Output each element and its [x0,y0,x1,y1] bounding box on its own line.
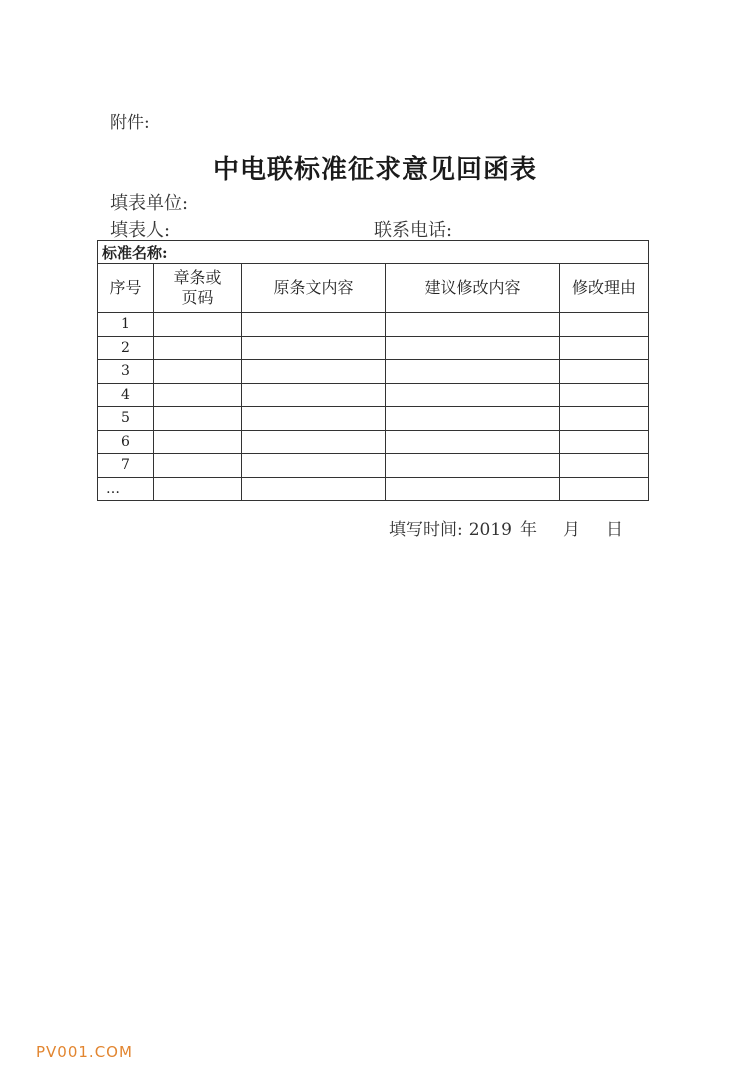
cell-reason [560,336,649,360]
standard-name-label: 标准名称: [98,241,649,264]
cell-chapter [154,360,242,384]
cell-chapter [154,313,242,337]
standard-name-row [98,241,649,264]
table-header-row [98,264,649,313]
row-seq: 2 [98,336,154,360]
row-seq: 3 [98,360,154,384]
header-chapter [154,264,242,313]
header-reason: 修改理由 [560,264,649,313]
cell-original [242,407,386,431]
table-row [98,454,649,478]
table-row [98,430,649,454]
cell-original [242,430,386,454]
row-seq: 5 [98,407,154,431]
cell-suggestion [386,454,560,478]
cell-original [242,454,386,478]
attachment-label: 附件: [110,113,150,133]
row-seq: 1 [98,313,154,337]
cell-original [242,336,386,360]
table-row [98,313,649,337]
cell-reason [560,430,649,454]
cell-original [242,360,386,384]
table-row [98,336,649,360]
watermark: PV001.COM [36,1043,133,1061]
cell-suggestion [386,336,560,360]
cell-chapter [154,407,242,431]
header-suggestion: 建议修改内容 [386,264,560,313]
cell-suggestion [386,407,560,431]
fill-date-month-unit: 月 [563,520,580,540]
cell-chapter [154,430,242,454]
cell-reason [560,313,649,337]
cell-reason [560,454,649,478]
fill-date-year-unit: 年 [520,520,537,540]
cell-original [242,313,386,337]
fill-date-year: 2019 [468,520,512,540]
cell-reason [560,477,649,500]
table-row [98,407,649,431]
table-row [98,360,649,384]
cell-suggestion [386,383,560,407]
table-row [98,383,649,407]
row-seq: … [98,477,154,500]
cell-original [242,383,386,407]
cell-suggestion [386,360,560,384]
fill-date-line [389,515,623,540]
cell-suggestion [386,430,560,454]
header-original: 原条文内容 [242,264,386,313]
cell-chapter [154,336,242,360]
fill-date-label: 填写时间: [389,520,463,540]
cell-original [242,477,386,500]
cell-chapter [154,383,242,407]
phone-label: 联系电话: [374,220,453,241]
header-seq: 序号 [98,264,154,313]
document-title: 中电联标准征求意见回函表 [212,155,537,185]
feedback-table [97,240,649,501]
header-chapter-line1: 章条或 [173,268,222,287]
fill-date-day-unit: 日 [606,520,623,540]
row-seq: 6 [98,430,154,454]
row-seq: 4 [98,383,154,407]
fill-unit-label: 填表单位: [110,193,189,214]
cell-reason [560,383,649,407]
cell-reason [560,407,649,431]
filler-label: 填表人: [110,220,171,241]
row-seq: 7 [98,454,154,478]
cell-chapter [154,477,242,500]
cell-chapter [154,454,242,478]
cell-suggestion [386,313,560,337]
cell-reason [560,360,649,384]
table-row [98,477,649,500]
cell-suggestion [386,477,560,500]
header-chapter-line2: 页码 [181,288,214,307]
